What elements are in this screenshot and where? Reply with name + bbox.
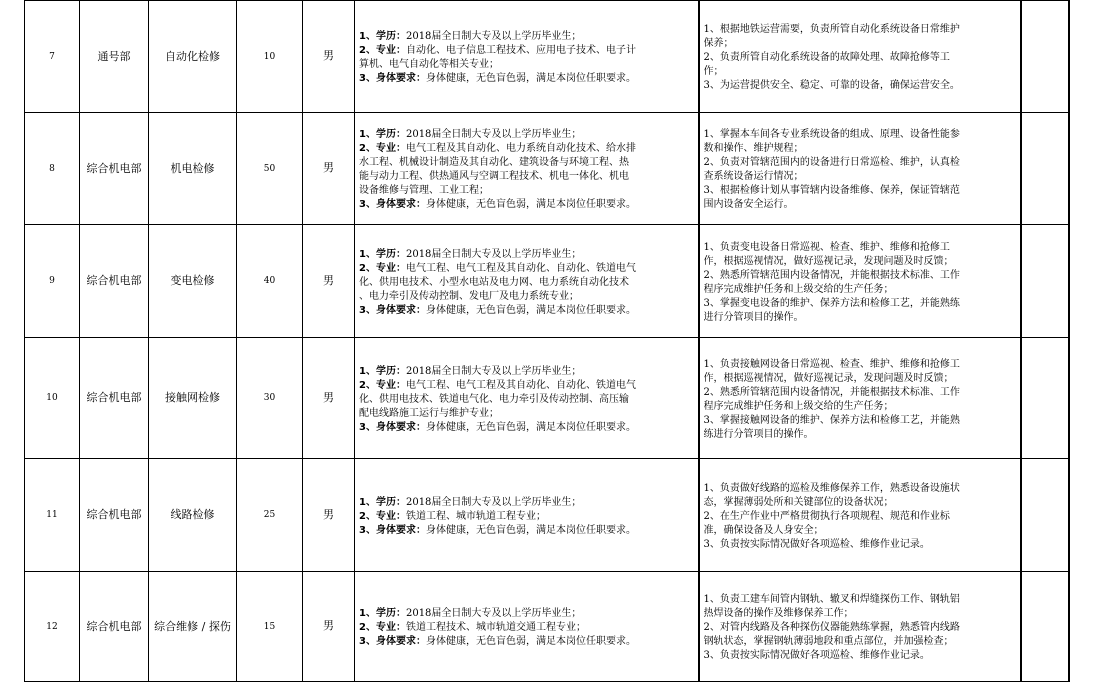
requirement-line	[359, 524, 695, 538]
duties-cell	[699, 1, 1021, 113]
row-number: 8	[25, 113, 80, 225]
requirement-text: 设备维修与管理、工业工程；	[359, 185, 489, 196]
row-number: 9	[25, 225, 80, 338]
requirement-label: 2、专业：	[359, 622, 406, 633]
duty-line: 围内设备安全运行。	[703, 199, 794, 210]
department-cell: 综合机电部	[80, 572, 149, 682]
requirements-cell	[355, 459, 699, 572]
requirement-line	[359, 128, 695, 142]
duty-line: 2、对管内线路及各种探伤仪器能熟练掌握，熟悉管内线路	[703, 622, 960, 633]
requirement-text: 身体健康，无色盲色弱，满足本岗位任职要求。	[425, 636, 636, 647]
requirement-label: 2、专业：	[359, 379, 406, 391]
requirement-line	[359, 407, 695, 421]
table-row	[25, 572, 1069, 682]
gender-text: 男	[323, 161, 334, 174]
requirement-text: 2018届全日制大专及以上学历毕业生；	[405, 129, 582, 140]
requirement-line	[359, 421, 695, 435]
requirement-line	[359, 184, 695, 198]
duty-line: 1、根据地铁运营需要，负责所管自动化系统设备日常维护	[703, 24, 960, 35]
requirement-label: 1、学历：	[359, 248, 406, 260]
requirements-cell	[355, 572, 699, 682]
duties-cell	[699, 572, 1021, 682]
requirements-cell	[355, 1, 699, 113]
requirement-text: 身体健康，无色盲色弱，满足本岗位任职要求。	[425, 421, 636, 433]
requirement-text: 算机、电气自动化等相关专业；	[359, 59, 499, 70]
requirement-line	[359, 58, 695, 72]
requirement-line	[359, 365, 695, 379]
headcount-cell: 25	[237, 459, 303, 572]
requirement-text: 水工程、机械设计制造及其自动化、建筑设备与环境工程、热	[359, 157, 629, 168]
job-title-cell: 线路检修	[149, 459, 237, 572]
duty-line: 作，根据巡视情况，做好巡视记录，发现问题及时反馈；	[703, 372, 954, 384]
duties-cell	[699, 459, 1021, 572]
requirement-text: 身体健康，无色盲色弱，满足本岗位任职要求。	[425, 73, 636, 84]
requirements-cell	[355, 338, 699, 459]
department-cell: 综合机电部	[80, 459, 149, 572]
row-number: 12	[25, 572, 80, 682]
recruitment-table	[24, 0, 1070, 682]
gender-cell	[303, 113, 355, 225]
requirements-cell	[355, 225, 699, 338]
requirement-text: 铁道工程、城市轨道工程专业；	[405, 510, 546, 522]
requirement-line	[359, 276, 695, 290]
gender-text: 男	[323, 49, 334, 62]
duty-line: 程序完成维护任务和上级交给的生产任务；	[703, 283, 894, 295]
duty-line: 1、负责接触网设备日常巡视、检查、维护、维修和抢修工	[703, 358, 960, 370]
duty-line: 热焊设备的操作及维修保养工作；	[703, 608, 854, 619]
requirement-text: 能与动力工程、供热通风与空调工程技术、机电一体化、机电	[359, 171, 629, 182]
requirement-line	[359, 72, 695, 86]
requirement-line	[359, 304, 695, 318]
requirement-line	[359, 170, 695, 184]
remarks-cell	[1021, 572, 1069, 682]
duty-line: 作；	[703, 66, 724, 77]
duty-line: 1、负责工建车间管内钢轨、辙叉和焊缝探伤工作、钢轨铝	[703, 594, 960, 605]
requirement-line	[359, 393, 695, 407]
duty-line: 准，确保设备及人身安全；	[703, 524, 824, 536]
duty-line: 1、负责做好线路的巡检及维修保养工作，熟悉设备设施状	[703, 482, 960, 494]
remarks-cell	[1021, 338, 1069, 459]
requirement-label: 3、身体要求：	[359, 304, 426, 316]
requirement-text: 配电线路施工运行与维护专业；	[359, 407, 499, 419]
requirement-line	[359, 142, 695, 156]
requirements-cell	[355, 113, 699, 225]
duty-line: 3、负责按实际情况做好各项巡检、维修作业记录。	[703, 650, 930, 661]
requirement-label: 3、身体要求：	[359, 524, 426, 536]
department-cell: 综合机电部	[80, 113, 149, 225]
requirement-text: 身体健康，无色盲色弱，满足本岗位任职要求。	[425, 524, 636, 536]
requirement-line	[359, 156, 695, 170]
duty-line: 程序完成维护任务和上级交给的生产任务；	[703, 400, 894, 412]
duty-line: 2、熟悉所管辖范围内设备情况，并能根据技术标准、工作	[703, 386, 960, 398]
table-row	[25, 113, 1069, 225]
duty-line: 2、在生产作业中严格贯彻执行各项规程、规范和作业标	[703, 510, 950, 522]
job-title-cell: 自动化检修	[149, 1, 237, 113]
headcount-cell: 15	[237, 572, 303, 682]
job-title-cell: 综合维修 / 探伤	[149, 572, 237, 682]
department-cell: 通号部	[80, 1, 149, 113]
gender-cell	[303, 338, 355, 459]
duty-line: 钢轨状态，掌握钢轨薄弱地段和重点部位，并加强检查；	[703, 636, 954, 647]
requirement-text: 2018届全日制大专及以上学历毕业生；	[405, 248, 582, 260]
row-number: 11	[25, 459, 80, 572]
requirement-text: 电气工程、电气工程及其自动化、自动化、铁道电气	[405, 262, 636, 274]
duty-line: 查系统设备运行情况；	[703, 171, 804, 182]
duties-cell	[699, 113, 1021, 225]
gender-text: 男	[323, 507, 334, 521]
requirement-label: 1、学历：	[359, 129, 406, 140]
requirement-label: 1、学历：	[359, 31, 406, 42]
duty-line: 进行分管项目的操作。	[703, 311, 804, 323]
requirement-line	[359, 290, 695, 304]
gender-text: 男	[323, 619, 334, 632]
duty-line: 作，根据巡视情况，做好巡视记录，发现问题及时反馈；	[703, 255, 954, 267]
requirement-text: 电气工程及其自动化、电力系统自动化技术、给水排	[405, 143, 636, 154]
remarks-cell	[1021, 459, 1069, 572]
duty-line: 态，掌握薄弱处所和关键部位的设备状况；	[703, 496, 894, 508]
requirement-text: 、电力牵引及传动控制、发电厂及电力系统专业；	[359, 290, 579, 302]
headcount-cell: 40	[237, 225, 303, 338]
requirement-label: 3、身体要求：	[359, 73, 426, 84]
duty-line: 2、负责所管自动化系统设备的故障处理、故障抢修等工	[703, 52, 950, 63]
requirement-label: 1、学历：	[359, 365, 406, 377]
remarks-cell	[1021, 113, 1069, 225]
requirement-text: 身体健康，无色盲色弱，满足本岗位任职要求。	[425, 199, 636, 210]
job-title-cell: 接触网检修	[149, 338, 237, 459]
duties-cell	[699, 225, 1021, 338]
requirement-line	[359, 607, 695, 621]
requirement-label: 2、专业：	[359, 45, 406, 56]
requirement-text: 身体健康，无色盲色弱，满足本岗位任职要求。	[425, 304, 636, 316]
duty-line: 1、负责变电设备日常巡视、检查、维护、维修和抢修工	[703, 241, 950, 253]
requirement-label: 3、身体要求：	[359, 421, 426, 433]
requirement-line	[359, 635, 695, 649]
duty-line: 保养；	[703, 38, 734, 49]
duty-line: 练进行分管项目的操作。	[703, 428, 814, 440]
duty-line: 2、熟悉所管辖范围内设备情况，并能根据技术标准、工作	[703, 269, 960, 281]
requirement-text: 2018届全日制大专及以上学历毕业生；	[405, 365, 582, 377]
requirement-text: 2018届全日制大专及以上学历毕业生；	[405, 31, 582, 42]
remarks-cell	[1021, 1, 1069, 113]
table-body	[25, 1, 1069, 682]
requirement-line	[359, 262, 695, 276]
duty-line: 3、掌握接触网设备的维护、保养方法和检修工艺，并能熟	[703, 414, 960, 426]
gender-cell	[303, 1, 355, 113]
requirement-text: 2018届全日制大专及以上学历毕业生；	[405, 608, 582, 619]
row-number: 7	[25, 1, 80, 113]
requirement-line	[359, 510, 695, 524]
requirement-text: 化、供用电技术、小型水电站及电力网、电力系统自动化技术	[359, 276, 629, 288]
requirement-text: 自动化、电子信息工程技术、应用电子技术、电子计	[405, 45, 636, 56]
job-title-cell: 变电检修	[149, 225, 237, 338]
requirement-label: 2、专业：	[359, 143, 406, 154]
gender-text: 男	[323, 273, 334, 287]
row-number: 10	[25, 338, 80, 459]
requirement-label: 1、学历：	[359, 608, 406, 619]
gender-text: 男	[323, 390, 334, 404]
requirement-label: 2、专业：	[359, 262, 406, 274]
duty-line: 3、为运营提供安全、稳定、可靠的设备，确保运营安全。	[703, 80, 960, 91]
requirement-line	[359, 30, 695, 44]
duties-cell	[699, 338, 1021, 459]
requirement-line	[359, 198, 695, 212]
requirement-line	[359, 621, 695, 635]
department-cell: 综合机电部	[80, 338, 149, 459]
requirement-label: 3、身体要求：	[359, 199, 426, 210]
headcount-cell: 30	[237, 338, 303, 459]
duty-line: 3、负责按实际情况做好各项巡检、维修作业记录。	[703, 538, 930, 550]
requirement-line	[359, 44, 695, 58]
duty-line: 3、根据检修计划从事管辖内设备维修、保养，保证管辖范	[703, 185, 960, 196]
duty-line: 1、掌握本车间各专业系统设备的组成、原理、设备性能参	[703, 129, 960, 140]
duty-line: 数和操作、维护规程；	[703, 143, 804, 154]
gender-cell	[303, 225, 355, 338]
duty-line: 3、掌握变电设备的维护、保养方法和检修工艺，并能熟练	[703, 297, 960, 309]
requirement-text: 铁道工程技术、城市轨道交通工程专业；	[405, 622, 586, 633]
requirement-line	[359, 248, 695, 262]
requirement-label: 2、专业：	[359, 510, 406, 522]
requirement-line	[359, 379, 695, 393]
remarks-cell	[1021, 225, 1069, 338]
requirement-text: 电气工程、电气工程及其自动化、自动化、铁道电气	[405, 379, 636, 391]
headcount-cell: 50	[237, 113, 303, 225]
requirement-text: 化、供用电技术、铁道电气化、电力牵引及传动控制、高压输	[359, 393, 629, 405]
job-title-cell: 机电检修	[149, 113, 237, 225]
requirement-label: 3、身体要求：	[359, 636, 426, 647]
gender-cell	[303, 459, 355, 572]
requirement-line	[359, 496, 695, 510]
duty-line: 2、负责对管辖范围内的设备进行日常巡检、维护，认真检	[703, 157, 960, 168]
gender-cell	[303, 572, 355, 682]
requirement-label: 1、学历：	[359, 496, 406, 508]
table-row	[25, 338, 1069, 459]
headcount-cell: 10	[237, 1, 303, 113]
requirement-text: 2018届全日制大专及以上学历毕业生；	[405, 496, 582, 508]
table-row	[25, 225, 1069, 338]
table-row	[25, 459, 1069, 572]
table-row	[25, 1, 1069, 113]
department-cell: 综合机电部	[80, 225, 149, 338]
